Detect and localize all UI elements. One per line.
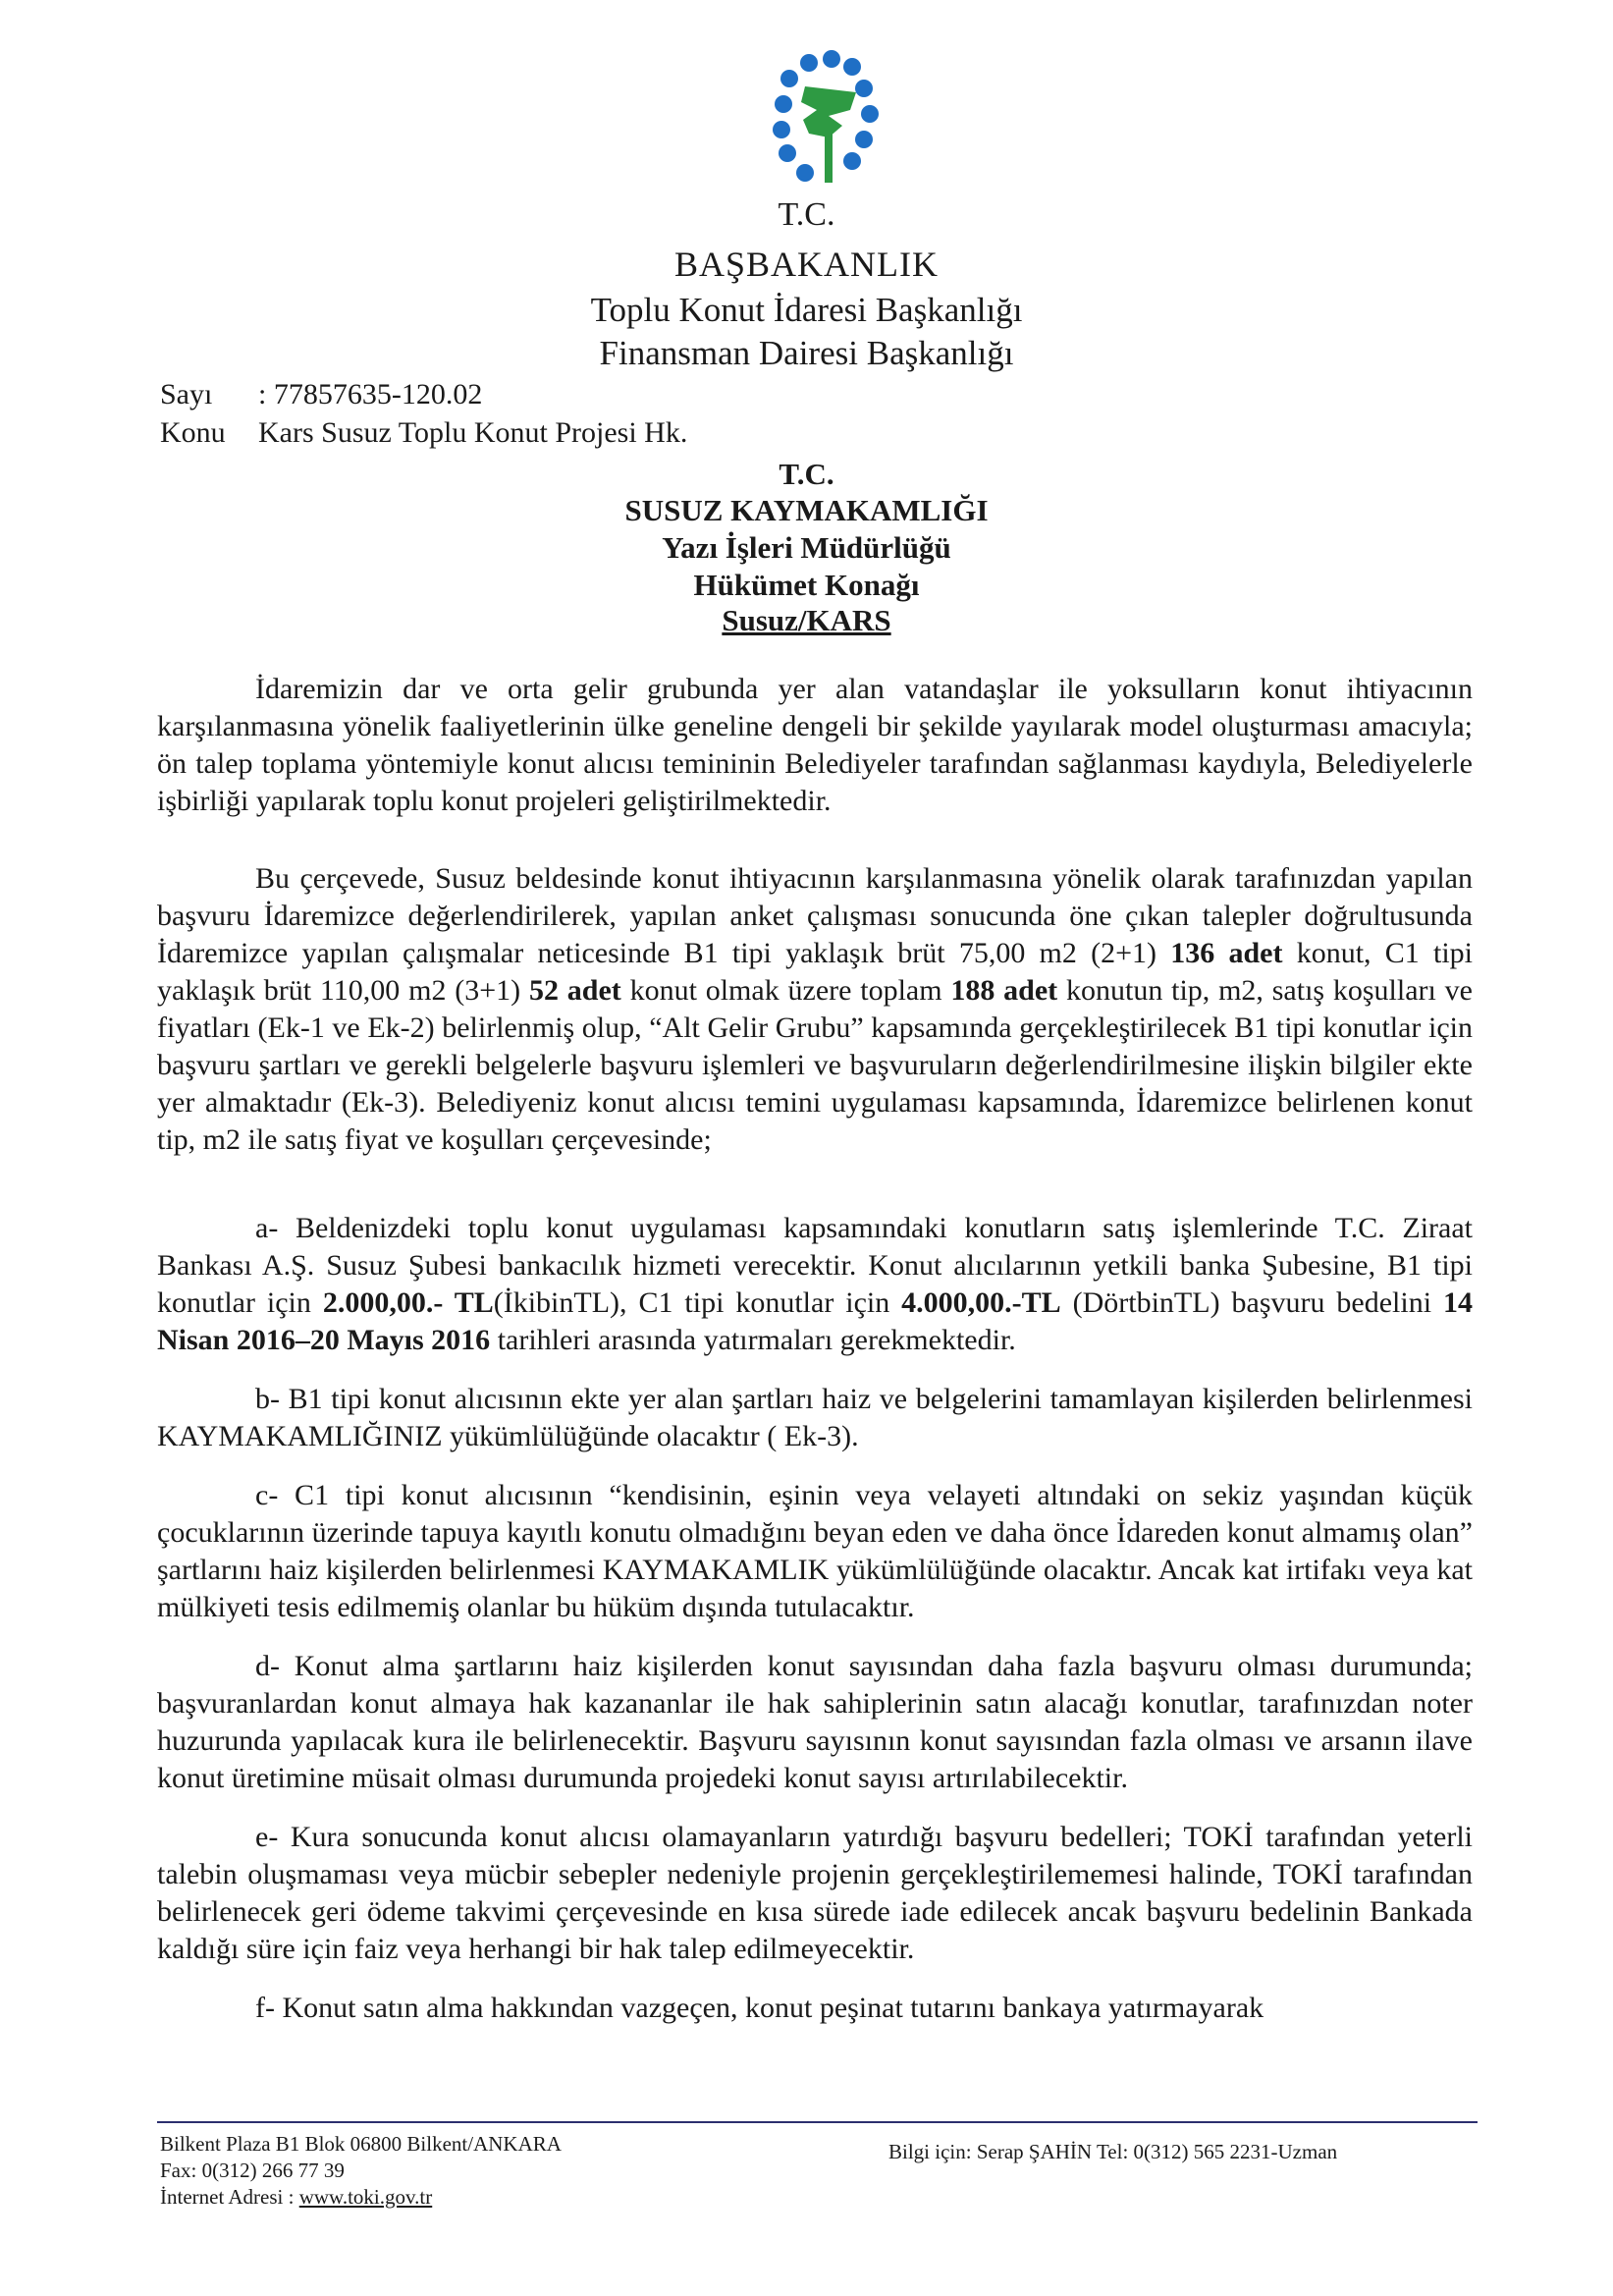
footer-address-block xyxy=(160,2131,562,2211)
konu-value: Kars Susuz Toplu Konut Projesi Hk. xyxy=(258,416,688,449)
meta-sayi xyxy=(160,378,482,411)
total-count: 188 adet xyxy=(950,974,1058,1007)
body-intro xyxy=(157,671,1473,847)
header-basbakanlik: BAŞBAKANLIK xyxy=(673,245,939,284)
footer-address: Bilkent Plaza B1 Blok 06800 Bilkent/ANKARA xyxy=(160,2132,562,2156)
recipient-hukumet-konagi: Hükümet Konağı xyxy=(693,568,920,602)
konu-label: Konu xyxy=(160,416,226,449)
sayi-label: Sayı xyxy=(160,378,213,410)
meta-konu xyxy=(160,416,687,450)
condition-f: f- Konut satın alma hakkından vazgeçen, konut peşinat tutarını bankaya yatırmayarak xyxy=(255,1992,1264,2024)
recipient-city: Susuz/KARS xyxy=(722,603,891,637)
condition-d: d- Konut alma şartlarını haiz kişilerden konut sayısından daha fazla başvuru olması durumunda; başvuranlardan konut almaya hak kazananlar ile hak sahiplerinin satın alacağı konutlar, tarafınızdan noter huzurunda yapılacak kura ile belirlenecektir. Başvuru sayısının konut sayısından fazla olması ve arsanın ilave konut üretimine müsait olması durumunda projedeki konut sayısı artırılabilecektir. xyxy=(157,1650,1473,1794)
conditions-list xyxy=(157,1210,1473,2049)
p2-text-a: Bu çerçevede, Susuz beldesinde konut ihtiyacının karşılanmasına yönelik olarak tarafınızdan yapılan başvuru İdaremizce değerlendirilerek, yapılan anket çalışması sonucunda öne çıkan talepler doğrultusunda İdaremizce yapılan çalışmalar neticesinde B1 tipi yaklaşık brüt 75,00 m2 (2+1) xyxy=(157,862,1473,969)
header-toki: Toplu Konut İdaresi Başkanlığı xyxy=(590,291,1023,329)
c1-fee: 4.000,00.-TL xyxy=(901,1286,1061,1319)
a-text-4: tarihleri arasında yatırmaları gerekmektedir. xyxy=(490,1324,1016,1356)
a-text-2: (İkibinTL), C1 tipi konutlar için xyxy=(493,1286,902,1319)
condition-c: c- C1 tipi konut alıcısının “kendisinin, eşinin veya velayeti altındaki on sekiz yaşından küçük çocuklarının üzerinde tapuya kayıtlı konutu olmadığını beyan eden ve daha önce İdareden konut almamış olan” şartlarını haiz kişilerden belirlenmesi KAYMAKAMLIK yükümlülüğünde olacaktır. Ancak kat irtifakı veya kat mülkiyeti tesis edilmemiş olanlar bu hüküm dışında tutulacaktır. xyxy=(157,1479,1473,1623)
paragraph-main xyxy=(157,860,1473,1159)
b1-fee: 2.000,00.- TL xyxy=(322,1286,494,1319)
paragraph-intro: İdaremizin dar ve orta gelir grubunda yer alan vatandaşlar ile yoksulların konut ihtiyacının karşılanmasına yönelik faaliyetlerinin ülke geneline dengeli bir şekilde yayılarak model oluşturması amacıyla; ön talep toplama yöntemiyle konut alıcısı temininin Belediyeler tarafından sağlanması kaydıyla, Belediyelerle işbirliği yapılarak toplu konut projeleri geliştirilmektedir. xyxy=(157,673,1473,817)
recipient-kaymakamlik: SUSUZ KAYMAKAMLIĞI xyxy=(624,493,989,527)
footer-fax: Fax: 0(312) 266 77 39 xyxy=(160,2159,345,2182)
body-main xyxy=(157,860,1473,1185)
header-finansman: Finansman Dairesi Başkanlığı xyxy=(599,334,1014,372)
p2-text-d: konut olmak üzere toplam xyxy=(620,974,951,1007)
toki-logo-icon xyxy=(726,27,913,199)
footer-contact: Bilgi için: Serap ŞAHİN Tel: 0(312) 565 2231-Uzman xyxy=(888,2140,1338,2163)
web-link[interactable]: www.toki.gov.tr xyxy=(298,2185,433,2209)
c1-count: 52 adet xyxy=(528,974,621,1007)
web-label: İnternet Adresi : xyxy=(160,2185,299,2209)
condition-e: e- Kura sonucunda konut alıcısı olamayanların yatırdığı başvuru bedelleri; TOKİ tarafından yeterli talebin oluşmaması veya mücbir sebepler nedeniyle projenin gerçekleştirilememesi halinde, TOKİ tarafından belirlenecek geri ödeme takvimi çerçevesinde en kısa sürede iade edilecek ancak başvuru bedelinin Bankada kaldığı süre için faiz veya herhangi bir hak talep edilmeyecektir. xyxy=(157,1821,1473,1965)
p2-text-c: konut, C1 tipi yaklaşık brüt 110,00 m2 (3+1) xyxy=(157,937,1473,1007)
footer-web xyxy=(160,2184,562,2211)
b1-count: 136 adet xyxy=(1170,937,1283,969)
condition-b: b- B1 tipi konut alıcısının ekte yer alan şartları haiz ve belgelerini tamamlayan kişilerden belirlenmesi KAYMAKAMLIĞINIZ yükümlülüğünde olacaktır ( Ek-3). xyxy=(157,1383,1473,1452)
recipient-yazi-isleri: Yazı İşleri Müdürlüğü xyxy=(662,530,951,565)
condition-a xyxy=(157,1210,1473,1359)
header-tc: T.C. xyxy=(778,196,835,233)
application-dates: 14 Nisan 2016–20 Mayıs 2016 xyxy=(157,1286,1473,1356)
footer-divider xyxy=(157,2121,1478,2123)
a-text-3: (DörtbinTL) başvuru bedelini xyxy=(1060,1286,1443,1319)
p2-text-e: konutun tip, m2, satış koşulları ve fiyatları (Ek-1 ve Ek-2) belirlenmiş olup, “Alt Gelir Grubu” kapsamında gerçekleştirilecek B1 tipi konutlar için başvuru şartları ve gerekli belgelerle başvuru işlemleri ve başvuruların değerlendirilmesine ilişkin bilgiler ekte yer almaktadır (Ek-3). Belediyeniz konut alıcısı temini uygulaması kapsamında, İdaremizce belirlenen konut tip, m2 ile satış fiyat ve koşulları çerçevesinde; xyxy=(157,974,1473,1156)
sayi-value: : 77857635-120.02 xyxy=(258,378,483,410)
a-text-1: a- Beldenizdeki toplu konut uygulaması kapsamındaki konutların satış işlemlerinde T.C. Ziraat Bankası A.Ş. Susuz Şubesi bankacılık hizmeti verecektir. Konut alıcılarının yetkili banka Şubesine, B1 tipi konutlar için xyxy=(157,1212,1473,1319)
recipient-tc: T.C. xyxy=(779,457,834,491)
